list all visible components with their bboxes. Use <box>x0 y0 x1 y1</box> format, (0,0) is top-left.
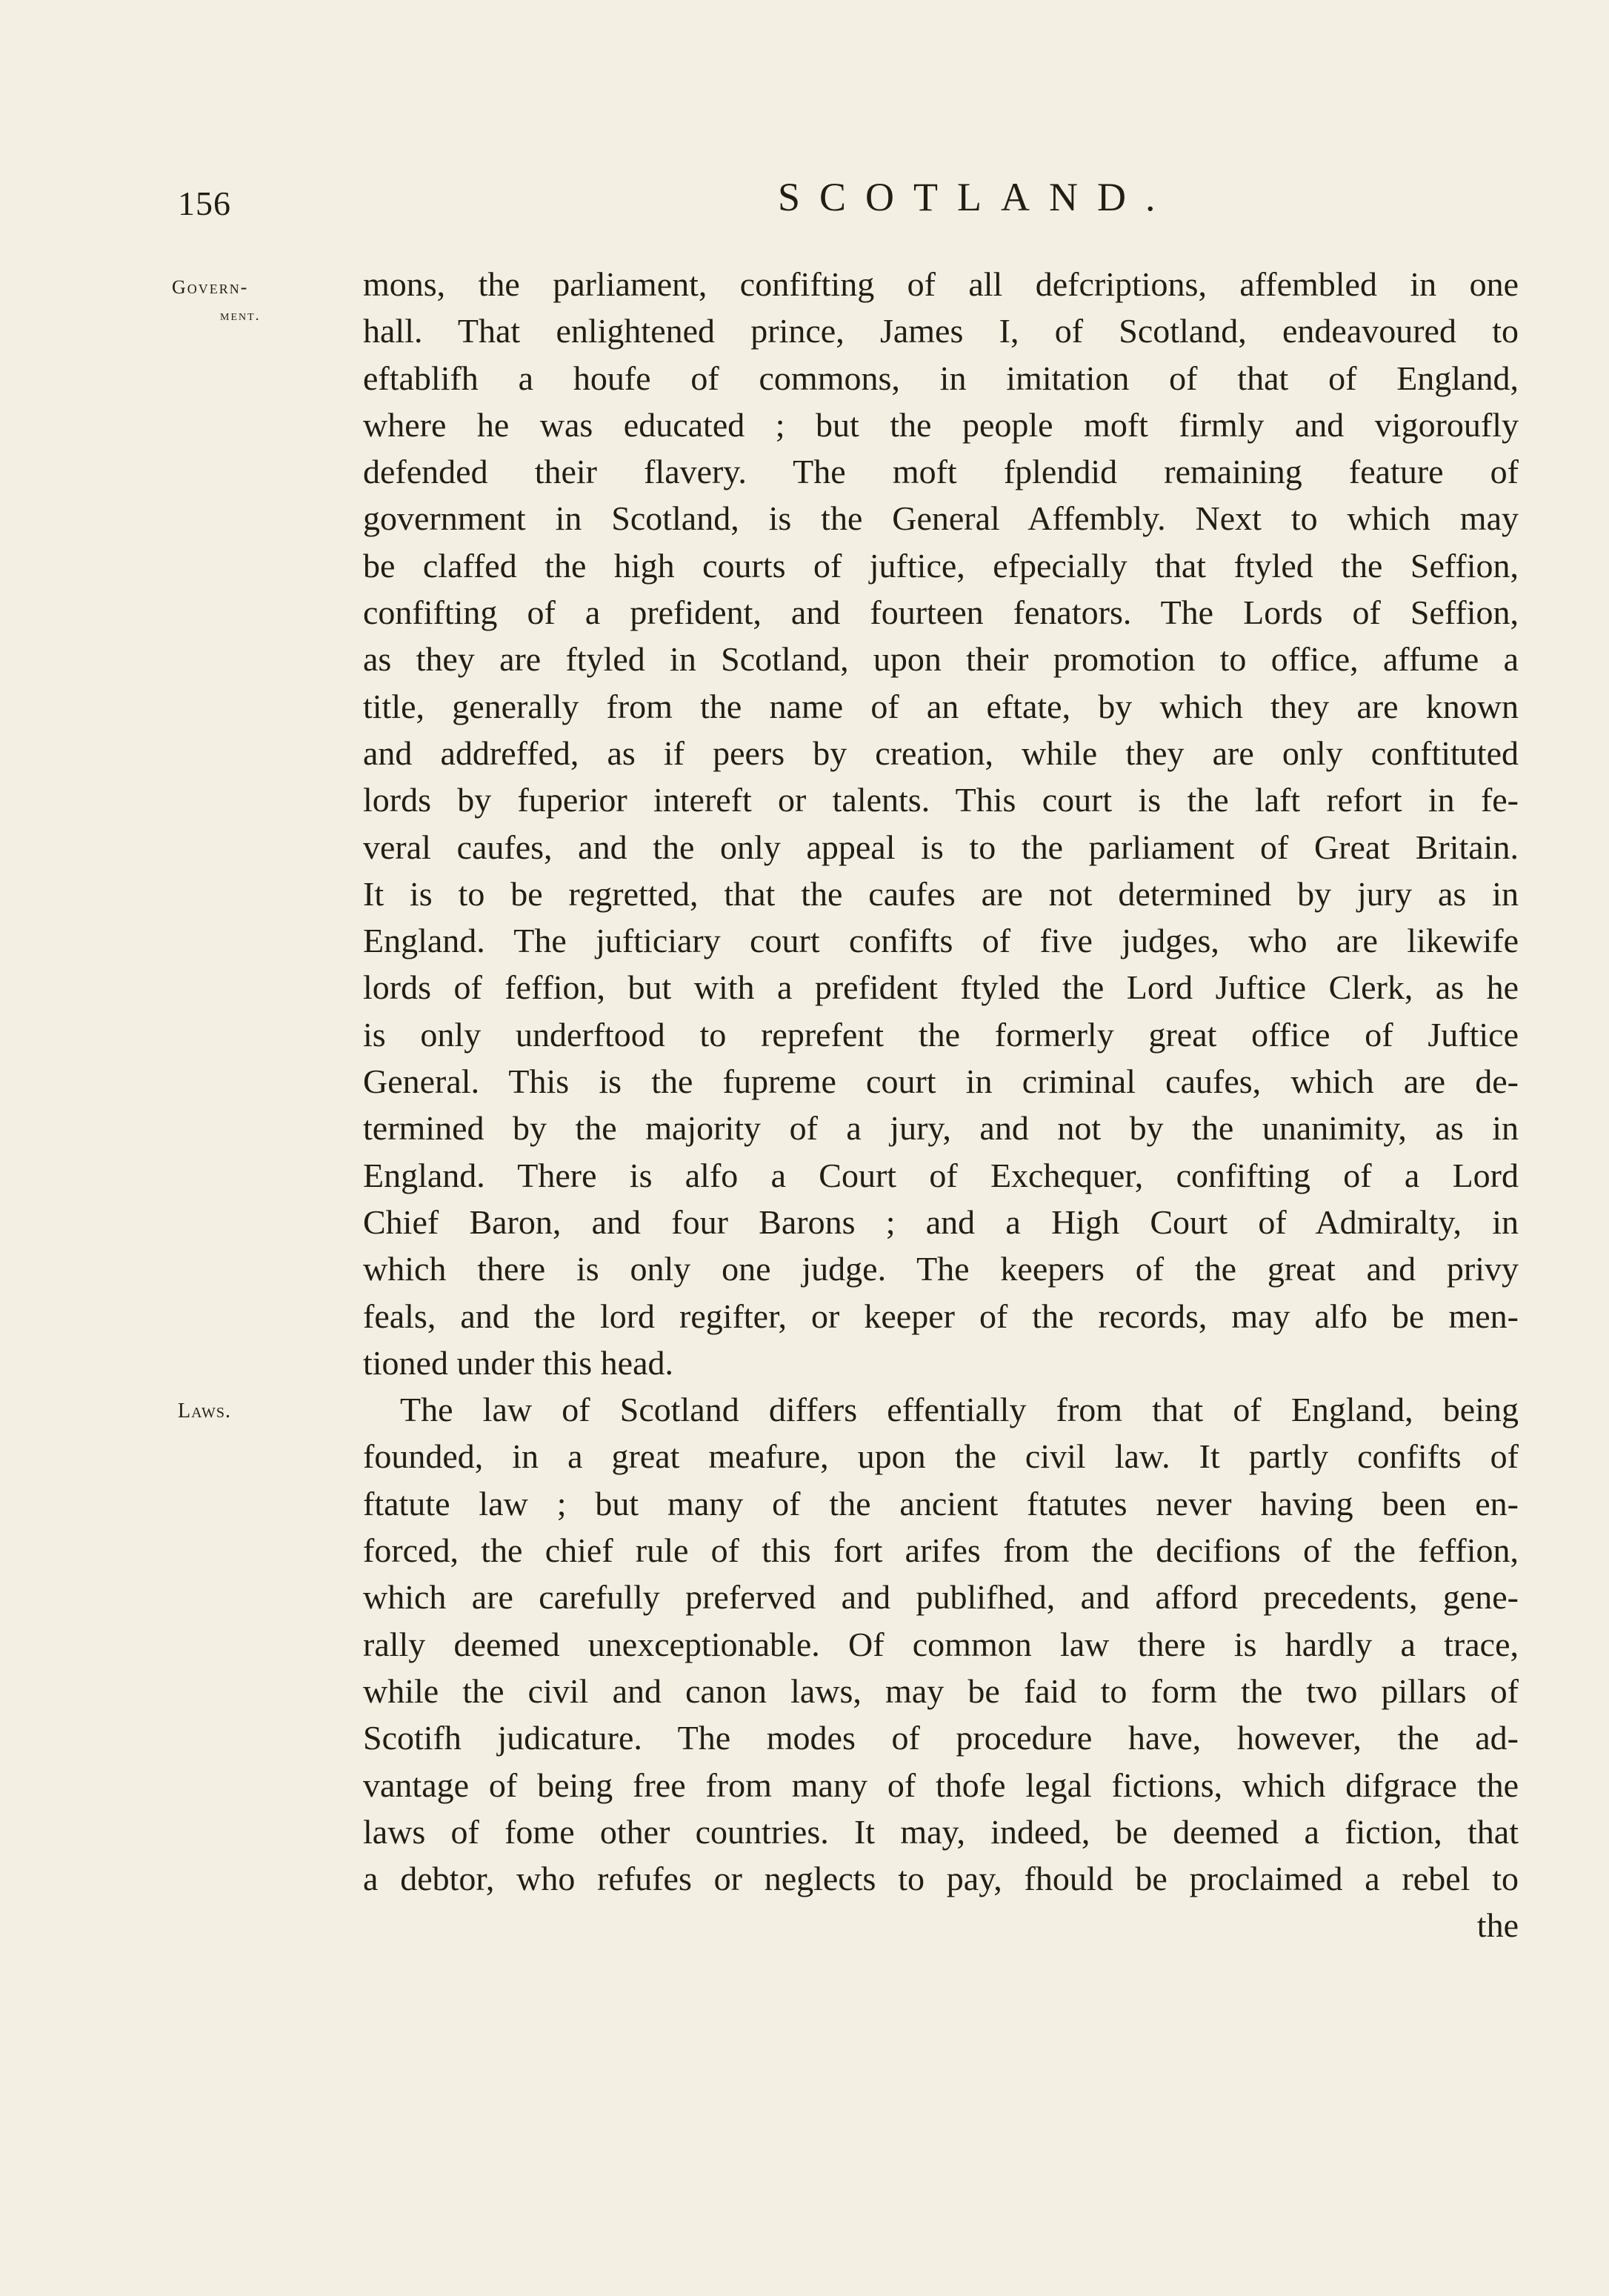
text-line: lords by fuperior intereft or talents. This court is the laft refort in fe- <box>363 781 1519 819</box>
text-line: founded, in a great meafure, upon the civil law. It partly confifts of <box>363 1437 1519 1476</box>
text-line: title, generally from the name of an eftate, by which they are known <box>363 687 1519 725</box>
text-line: laws of fome other countries. It may, indeed, be deemed a fiction, that <box>363 1812 1519 1851</box>
text-line: where he was educated ; but the people moft firmly and vigoroufly <box>363 405 1519 444</box>
text-line: The law of Scotland differs effentially from that of England, being <box>400 1391 1519 1429</box>
text-line: as they are ftyled in Scotland, upon their promotion to office, affume a <box>363 640 1519 679</box>
text-line: while the civil and canon laws, may be faid to form the two pillars of <box>363 1671 1519 1710</box>
text-line: which are carefully preferved and publifhed, and afford precedents, gene- <box>363 1578 1519 1617</box>
margin-note-government <box>172 273 261 330</box>
text-line: forced, the chief rule of this fort arifes from the decifions of the feffion, <box>363 1531 1519 1570</box>
margin-note-laws: Laws. <box>178 1400 231 1422</box>
text-line: which there is only one judge. The keepers of the great and privy <box>363 1250 1519 1288</box>
text-line: eftablifh a houfe of commons, in imitation of that of England, <box>363 359 1519 397</box>
text-line: England. There is alfo a Court of Exchequer, confifting of a Lord <box>363 1156 1519 1194</box>
body-text <box>363 261 1519 1949</box>
text-line: veral caufes, and the only appeal is to the parliament of Great Britain. <box>363 828 1519 866</box>
text-line: termined by the majority of a jury, and not by the unanimity, as in <box>363 1109 1519 1148</box>
text-line: and addreffed, as if peers by creation, while they are only conftituted <box>363 733 1519 772</box>
text-line: feals, and the lord regifter, or keeper of the records, may alfo be men- <box>363 1297 1519 1335</box>
page-number: 156 <box>178 184 231 222</box>
margin-note-government-line2: ment. <box>220 307 261 324</box>
text-line: Chief Baron, and four Barons ; and a High Court of Admiralty, in <box>363 1202 1519 1241</box>
text-line: confifting of a prefident, and fourteen fenators. The Lords of Seffion, <box>363 593 1519 632</box>
margin-note-government-line1: Govern- <box>172 276 249 298</box>
text-line: England. The jufticiary court confifts of five judges, who are likewife <box>363 922 1519 960</box>
text-line: lords of feffion, but with a prefident ftyled the Lord Juftice Clerk, as he <box>363 968 1519 1007</box>
text-line: tioned under this head. <box>363 1343 674 1382</box>
text-line: hall. That enlightened prince, James I, of Scotland, endeavoured to <box>363 312 1519 350</box>
text-line: Scotifh judicature. The modes of procedure have, however, the ad- <box>363 1719 1519 1757</box>
text-line: ftatute law ; but many of the ancient ftatutes never having been en- <box>363 1484 1519 1523</box>
text-line: rally deemed unexceptionable. Of common law there is hardly a trace, <box>363 1625 1519 1663</box>
text-line: General. This is the fupreme court in criminal caufes, which are de- <box>363 1062 1519 1101</box>
text-line: It is to be regretted, that the caufes are not determined by jury as in <box>363 874 1519 913</box>
text-line: is only underftood to reprefent the formerly great office of Juftice <box>363 1015 1519 1054</box>
catchword: the <box>1476 1906 1519 1945</box>
text-line: government in Scotland, is the General Affembly. Next to which may <box>363 499 1519 538</box>
text-line: be claffed the high courts of juftice, efpecially that ftyled the Seffion, <box>363 546 1519 585</box>
text-line: mons, the parliament, confifting of all defcriptions, affembled in one <box>363 265 1519 303</box>
text-line: vantage of being free from many of thofe legal fictions, which difgrace the <box>363 1766 1519 1804</box>
text-line: a debtor, who refufes or neglects to pay, fhould be proclaimed a rebel to <box>363 1860 1519 1898</box>
paragraph-laws <box>363 1386 1519 1902</box>
text-line: defended their flavery. The moft fplendid remaining feature of <box>363 453 1519 491</box>
paragraph-government <box>363 261 1519 1386</box>
running-head: SCOTLAND. <box>778 175 1175 219</box>
